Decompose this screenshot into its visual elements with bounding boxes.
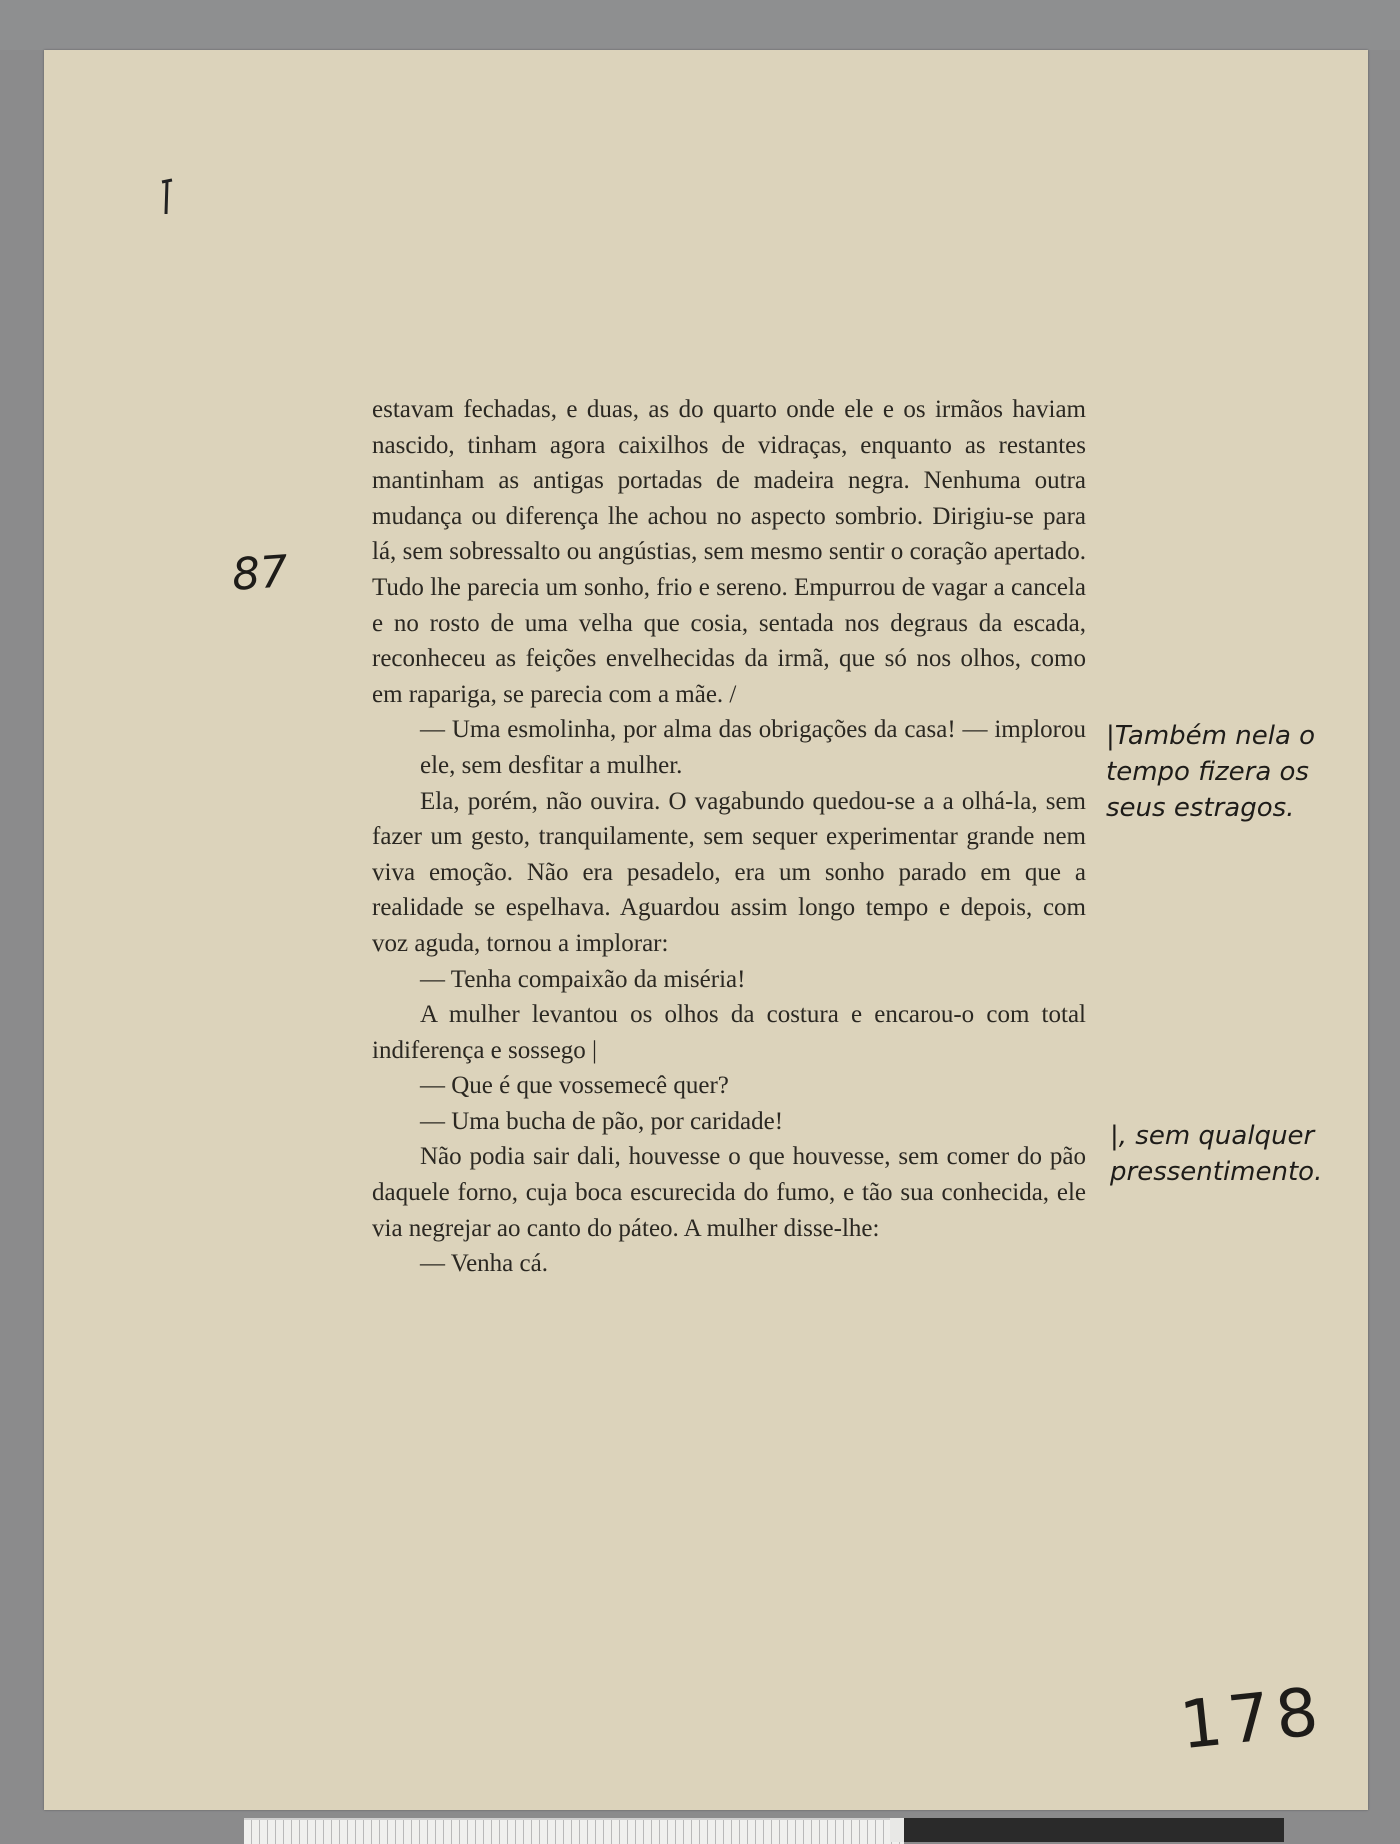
typed-text-body — [372, 392, 1086, 1282]
dialog-line-4: — Uma bucha de pão, por caridade! — [420, 1107, 784, 1135]
scale-ruler — [244, 1818, 904, 1844]
scan-background — [0, 0, 1400, 50]
scale-ruler-gap — [890, 1818, 904, 1842]
page-number: 178 — [1176, 1672, 1328, 1765]
scale-ruler-dark-segment — [904, 1818, 1284, 1842]
dialog-line-1: — Uma esmolinha, por alma das obrigações da casa! — implorou ele, sem desfitar a mulher. — [420, 716, 1086, 779]
pen-tick-mark — [160, 178, 174, 218]
dialog-line-2: — Tenha compaixão da miséria! — [420, 965, 746, 993]
paragraph-4: Não podia sair dali, houvesse o que houvesse, sem comer do pão daquele forno, cuja boca escurecida do fumo, e tão sua conhecida, ele via negrejar ao canto do páteo. A mulher disse-lhe: — [372, 1143, 1086, 1242]
paragraph-3: A mulher levantou os olhos da costura e encarou-o com total indiferença e sossego | — [372, 1001, 1086, 1064]
paragraph-1: estavam fechadas, e duas, as do quarto onde ele e os irmãos haviam nascido, tinham agora caixilhos de vidraças, enquanto as restantes mantinham as antigas portadas de madeira negra. Nenhuma outra mudança ou diferença lhe achou no aspecto sombrio. Dirigiu-se para lá, sem sobressalto ou angústias, sem mesmo sentir o coração apertado. Tudo lhe parecia um sonho, frio e sereno. Empurrou de vagar a cancela e no rosto de uma velha que cosia, sentada nos degraus da escada, reconheceu as feições envelhecidas da irmã, que só nos olhos, como em rapariga, se parecia com a mãe. / — [372, 396, 1086, 708]
handwritten-note-bottom: |, sem qualquer pressentimento. — [1110, 1121, 1323, 1187]
handwritten-note-top: |Também nela o tempo fizera os seus estragos. — [1106, 721, 1316, 823]
paragraph-2: Ela, porém, não ouvira. O vagabundo quedou-se a a olhá-la, sem fazer um gesto, tranquilamente, sem sequer experimentar grande nem viva emoção. Não era pesadelo, era um sonho parado em que a realidade se espelhava. Aguardou assim longo tempo e depois, com voz aguda, tornou a implorar: — [372, 787, 1086, 957]
dialog-line-5: — Venha cá. — [420, 1250, 548, 1278]
dialog-line-3: — Que é que vossemecê quer? — [420, 1072, 729, 1100]
margin-mark: 87 — [230, 546, 290, 601]
